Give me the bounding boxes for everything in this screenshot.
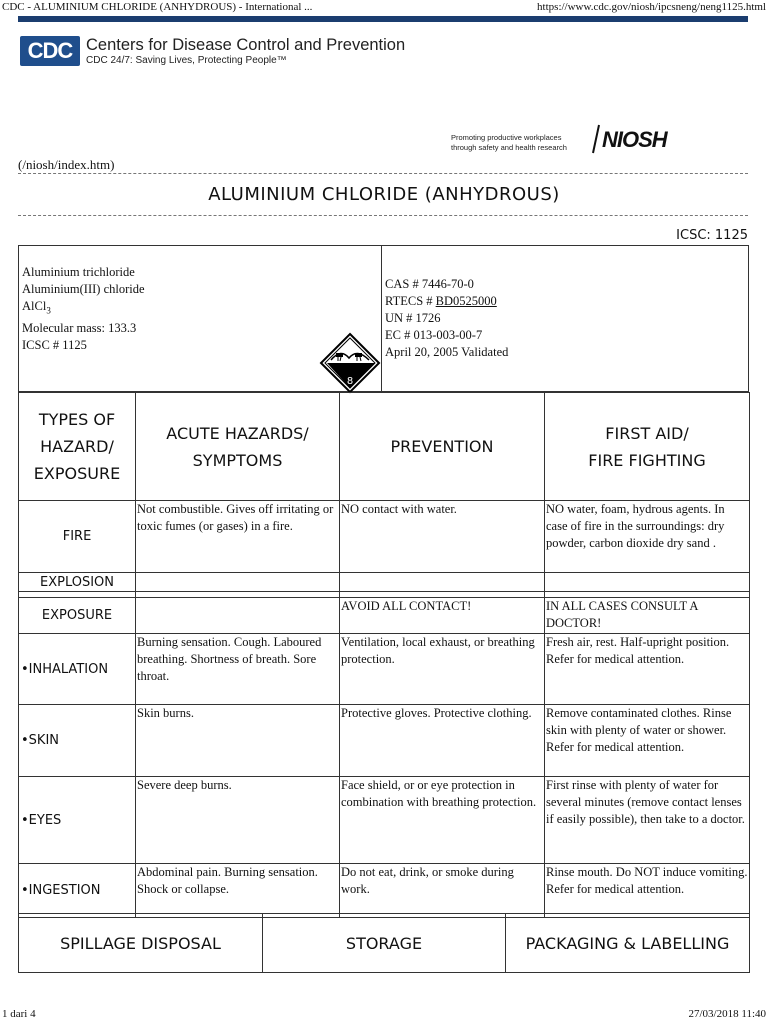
print-page-title: CDC - ALUMINIUM CHLORIDE (ANHYDROUS) - International ... (2, 1, 313, 13)
row-label-ingestion: •INGESTION (19, 864, 136, 918)
skin-first-aid: Remove contaminated clothes. Rinse skin with plenty of water or shower. Refer for medical attention. (545, 705, 750, 777)
cdc-name[interactable]: Centers for Disease Control and Prevention (86, 36, 406, 54)
exposure-first-aid: IN ALL CASES CONSULT A DOCTOR! (545, 598, 750, 634)
fire-prevention: NO contact with water. (340, 501, 545, 573)
inhalation-first-aid: Fresh air, rest. Half-upright position. Refer for medical attention. (545, 634, 750, 705)
un-number: UN # 1726 (385, 311, 441, 325)
niosh-tagline-line-2: through safety and health research (451, 143, 567, 152)
table-row-ingestion (19, 864, 750, 918)
rtecs-link[interactable]: BD0525000 (435, 294, 497, 308)
table-header-row (19, 393, 750, 501)
col-header-first-aid: FIRST AID/ FIRE FIGHTING (545, 393, 750, 501)
niosh-logo[interactable]: NIOSH (602, 127, 667, 152)
hazard-class-number: 8 (346, 376, 354, 387)
fire-symptoms: Not combustible. Gives off irritating or toxic fumes (or gases) in a fire. (136, 501, 340, 573)
chemical-names (22, 264, 145, 354)
ingestion-first-aid: Rinse mouth. Do NOT induce vomiting. Refer for medical attention. (545, 864, 750, 918)
spillage-disposal-header: SPILLAGE DISPOSAL (19, 914, 263, 973)
header-bar (18, 16, 748, 22)
rtecs-number: RTECS # BD0525000 (385, 294, 497, 308)
table-row-inhalation (19, 634, 750, 705)
cdc-tagline: CDC 24/7: Saving Lives, Protecting People™ (86, 55, 287, 66)
niosh-home-link[interactable]: (/niosh/index.htm) (18, 157, 115, 172)
niosh-tagline (451, 133, 567, 153)
niosh-tagline-line-1: Promoting productive workplaces (451, 133, 562, 142)
col-header-acute-hazards: ACUTE HAZARDS/ SYMPTOMS (136, 393, 340, 501)
skin-symptoms: Skin burns. (136, 705, 340, 777)
molecular-mass: Molecular mass: 133.3 (22, 320, 137, 335)
row-label-explosion: EXPLOSION (19, 573, 136, 592)
synonym: Aluminium(III) chloride (22, 282, 145, 296)
page-title: ALUMINIUM CHLORIDE (ANHYDROUS) (208, 184, 560, 205)
chemical-identifiers (385, 276, 508, 361)
synonym: Aluminium trichloride (22, 265, 135, 279)
niosh-slash-icon (592, 124, 600, 154)
corrosive-hazard-icon (319, 332, 381, 394)
eyes-symptoms: Severe deep burns. (136, 777, 340, 864)
fire-first-aid: NO water, foam, hydrous agents. In case of fire in the surroundings: dry powder, carbon dioxide dry sand . (545, 501, 750, 573)
table-row-eyes (19, 777, 750, 864)
table-row-skin (19, 705, 750, 777)
table-row-explosion (19, 573, 750, 592)
print-header (0, 0, 768, 16)
row-label-skin: •SKIN (19, 705, 136, 777)
table-row-fire (19, 501, 750, 573)
exposure-prevention: AVOID ALL CONTACT! (340, 598, 545, 634)
eyes-first-aid: First rinse with plenty of water for several minutes (remove contact lenses if easily possible), then take to a doctor. (545, 777, 750, 864)
print-page-url[interactable]: https://www.cdc.gov/niosh/ipcsneng/neng1125.html (537, 1, 766, 13)
col-header-prevention: PREVENTION (340, 393, 545, 501)
disposal-storage-table (18, 913, 750, 973)
packaging-labelling-header: PACKAGING & LABELLING (506, 914, 750, 973)
inhalation-prevention: Ventilation, local exhaust, or breathing protection. (340, 634, 545, 705)
cas-number: CAS # 7446-70-0 (385, 277, 474, 291)
divider (381, 246, 382, 393)
chemical-formula: AlCl$_3$ (22, 299, 51, 316)
icsc-number: ICSC: 1125 (676, 228, 748, 243)
table-row-exposure (19, 598, 750, 634)
explosion-prevention (340, 573, 545, 592)
storage-header: STORAGE (263, 914, 506, 973)
page-number: 1 dari 4 (2, 1008, 36, 1020)
col-header-hazard-type: TYPES OF HAZARD/ EXPOSURE (19, 393, 136, 501)
ec-number: EC # 013-003-00-7 (385, 328, 483, 342)
row-label-eyes: •EYES (19, 777, 136, 864)
row-label-fire: FIRE (19, 501, 136, 573)
divider (18, 215, 748, 216)
explosion-symptoms (136, 573, 340, 592)
print-datetime: 27/03/2018 11:40 (688, 1008, 766, 1020)
cdc-logo[interactable]: CDC (20, 36, 80, 66)
row-label-inhalation: •INHALATION (19, 634, 136, 705)
ingestion-symptoms: Abdominal pain. Burning sensation. Shock or collapse. (136, 864, 340, 918)
icsc-id: ICSC # 1125 (22, 337, 87, 352)
eyes-prevention: Face shield, or or eye protection in combination with breathing protection. (340, 777, 545, 864)
exposure-symptoms (136, 598, 340, 634)
validation-date: April 20, 2005 Validated (385, 345, 509, 359)
inhalation-symptoms: Burning sensation. Cough. Laboured breathing. Shortness of breath. Sore throat. (136, 634, 340, 705)
ingestion-prevention: Do not eat, drink, or smoke during work. (340, 864, 545, 918)
divider (18, 173, 748, 174)
row-label-exposure: EXPOSURE (19, 598, 136, 634)
explosion-first-aid (545, 573, 750, 592)
hazard-table (18, 392, 750, 918)
chemical-identification-box (18, 245, 749, 392)
skin-prevention: Protective gloves. Protective clothing. (340, 705, 545, 777)
